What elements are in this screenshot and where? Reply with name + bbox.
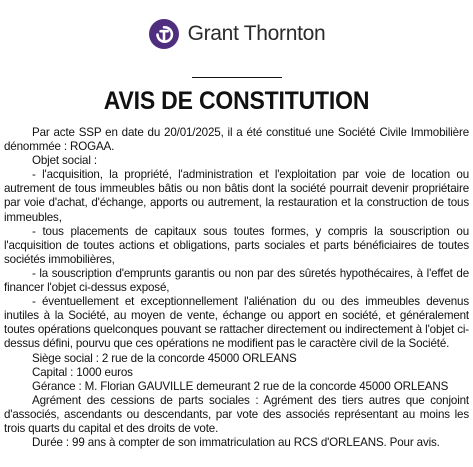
notice-paragraph: Objet social : <box>32 154 97 168</box>
notice-paragraph: - l'acquisition, la propriété, l'administration et l'exploitation par voie de location ou autrement de tous immeubles bâtis ou non bâtis dont la société pourrait devenir propriétaire par voie d'achat, d'échange, apports ou autrement, la restauration et la construction de tous immeubles, <box>4 168 469 224</box>
notice-paragraph: - tous placements de capitaux sous toutes formes, y compris la souscription ou l'acquisition de toutes actions et obligations, parts sociales et parts bénéficiaires de toutes sociétés immobilières, <box>4 224 469 266</box>
notice-paragraph: Capital : 1000 euros <box>32 365 133 379</box>
notice-paragraph: Durée : 99 ans à compter de son immatriculation au RCS d'ORLEANS. Pour avis. <box>32 436 440 450</box>
grant-thornton-emblem-icon <box>148 18 180 50</box>
title-divider <box>192 77 282 78</box>
notice-paragraph: Siège social : 2 rue de la concorde 45000 ORLEANS <box>32 351 297 365</box>
logo-text: Grant Thornton <box>187 22 326 45</box>
notice-paragraph: Par acte SSP en date du 20/01/2025, il a été constitué une Société Civile Immobilière dénommée : ROGAA. <box>4 126 469 154</box>
notice-paragraph: - éventuellement et exceptionnellement l'aliénation du ou des immeubles devenus inutiles à la Société, au moyen de vente, échange ou apport en société, et généralement toutes opérations quelconques pouvant se rattacher directement ou indirectement à l'objet ci-dessus défini, pourvu que ces opérations ne modifient pas le caractère civil de la Société. <box>4 295 469 351</box>
notice-paragraph: Gérance : M. Florian GAUVILLE demeurant 2 rue de la concorde 45000 ORLEANS <box>32 379 449 393</box>
notice-paragraph: - la souscription d'emprunts garantis ou non par des sûretés hypothécaires, à l'effet de financer l'objet ci-dessus exposé, <box>4 266 469 295</box>
page-title: AVIS DE CONSTITUTION <box>103 87 370 115</box>
grant-thornton-logo <box>0 18 473 50</box>
notice-body <box>4 126 469 450</box>
notice-paragraph: Agrément des cessions de parts sociales : Agrément des tiers autres que conjoint d'associés, ascendants ou descendants, par vote des associés représentant au moins les trois quarts du capital et des droits de vote. <box>4 393 469 435</box>
